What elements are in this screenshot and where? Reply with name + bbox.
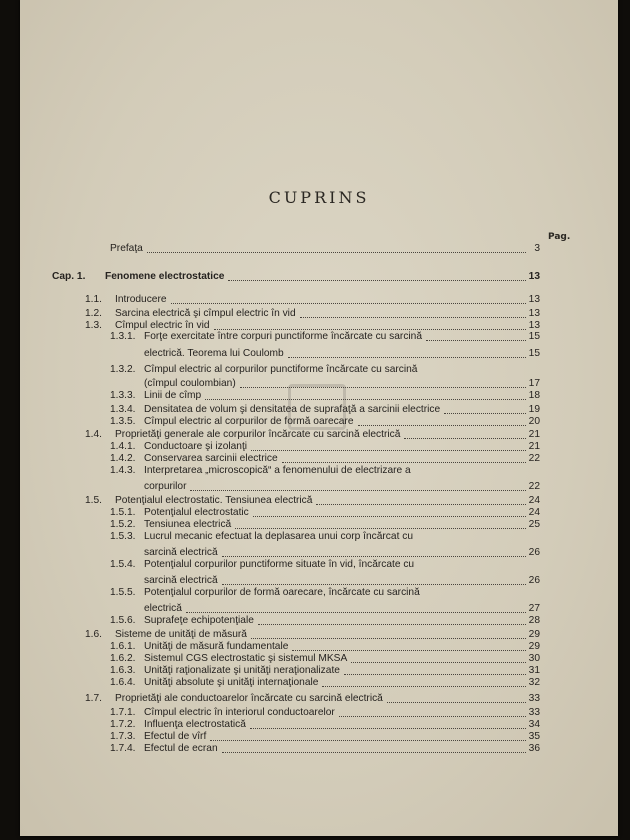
- dot-leader: [251, 638, 526, 639]
- toc-page-number: 21: [528, 441, 540, 452]
- toc-page-number: 29: [528, 641, 540, 652]
- toc-page-number: 27: [528, 603, 540, 614]
- toc-page-number: 3: [534, 243, 540, 254]
- toc-entry-title: Sistemul CGS electrostatic şi sistemul MKSA: [144, 653, 348, 664]
- toc-entry-title: Conductoare şi izolanţi: [144, 441, 248, 452]
- dot-leader: [316, 504, 526, 505]
- toc-entry: [20, 270, 618, 284]
- toc-page-number: 22: [528, 453, 540, 464]
- toc-entry-number: 1.6.3.: [110, 665, 136, 676]
- toc-entry-title: Lucrul mecanic efectuat la deplasarea unui corp încărcat cu: [144, 531, 413, 542]
- toc-entry-number: 1.3.4.: [110, 404, 136, 415]
- dot-leader: [228, 280, 526, 281]
- dot-leader: [282, 462, 526, 463]
- toc-entry-number: 1.4.2.: [110, 453, 136, 464]
- toc-entry-number: Cap. 1.: [52, 271, 86, 282]
- toc-entry-number: 1.5.: [85, 495, 102, 506]
- toc-entry-number: 1.2.: [85, 308, 102, 319]
- toc-entry-number: 1.4.: [85, 429, 102, 440]
- toc-entry-number: 1.3.1.: [110, 331, 136, 342]
- toc-page-number: 33: [528, 693, 540, 704]
- dot-leader: [251, 450, 526, 451]
- toc-entry: [20, 347, 618, 361]
- toc-page-number: 25: [528, 519, 540, 530]
- toc-entry-title: Forţe exercitate între corpuri punctiforme încărcate cu sarcină: [144, 331, 423, 342]
- dot-leader: [253, 516, 526, 517]
- toc-page-number: 15: [528, 331, 540, 342]
- toc-page-number: 35: [528, 731, 540, 742]
- toc-page-number: 24: [528, 495, 540, 506]
- dot-leader: [322, 686, 526, 687]
- toc-entry-title: Potenţialul corpurilor punctiforme situate în vid, încărcate cu: [144, 559, 415, 570]
- toc-entry-number: 1.3.: [85, 320, 102, 331]
- toc-entry-number: 1.4.1.: [110, 441, 136, 452]
- toc-entry-number: 1.7.1.: [110, 707, 136, 718]
- toc-entry-title: Efectul de ecran: [144, 743, 218, 754]
- toc-entry-title: Interpretarea „microscopică“ a fenomenului de electrizare a: [144, 465, 411, 476]
- toc-page-number: 15: [528, 348, 540, 359]
- page-column-header: Pag.: [548, 232, 571, 242]
- toc-entry: [20, 586, 618, 600]
- toc-entry-number: 1.5.3.: [110, 531, 136, 542]
- toc-entry-number: 1.6.: [85, 629, 102, 640]
- toc-entry-number: 1.6.1.: [110, 641, 136, 652]
- toc-entry-title: Unităţi raţionalizate şi unităţi neraţionalizate: [144, 665, 340, 676]
- toc-entry-title: Efectul de vîrf: [144, 731, 207, 742]
- dot-leader: [240, 387, 526, 388]
- toc-entry-number: 1.3.5.: [110, 416, 136, 427]
- toc-entry-title: Introducere: [115, 294, 167, 305]
- toc-entry-number: 1.5.2.: [110, 519, 136, 530]
- toc-entry-number: 1.5.1.: [110, 507, 136, 518]
- toc-page-number: 26: [528, 575, 540, 586]
- toc-entry: [20, 692, 618, 706]
- toc-entry-title: Sisteme de unităţi de măsură: [115, 629, 247, 640]
- toc-entry: [20, 363, 618, 377]
- toc-entry-title: Proprietăţi generale ale corpurilor încărcate cu sarcină electrică: [115, 429, 401, 440]
- dot-leader: [235, 528, 526, 529]
- toc-page-number: 26: [528, 547, 540, 558]
- toc-entry-title: Potenţialul electrostatic. Tensiunea electrică: [115, 495, 313, 506]
- dot-leader: [344, 674, 526, 675]
- toc-entry-title: electrică: [144, 603, 182, 614]
- toc-page-number: 32: [528, 677, 540, 688]
- toc-page-number: 33: [528, 707, 540, 718]
- toc-page-number: 13: [528, 271, 540, 282]
- toc-entry-number: 1.3.3.: [110, 390, 136, 401]
- toc-page-number: 36: [528, 743, 540, 754]
- dot-leader: [339, 716, 526, 717]
- dot-leader: [171, 303, 526, 304]
- toc-entry-title: Unităţi absolute şi unităţi internaţionale: [144, 677, 319, 688]
- toc-page-number: 20: [528, 416, 540, 427]
- toc-entry-title: Conservarea sarcinii electrice: [144, 453, 278, 464]
- toc-entry-number: 1.6.2.: [110, 653, 136, 664]
- dot-leader: [222, 584, 526, 585]
- toc-entry-number: 1.7.4.: [110, 743, 136, 754]
- toc-page-number: 13: [528, 320, 540, 331]
- toc-entry-title: Potenţialul electrostatic: [144, 507, 249, 518]
- toc-page-number: 31: [528, 665, 540, 676]
- toc-entry-title: sarcină electrică: [144, 575, 218, 586]
- toc-entry-title: Densitatea de volum şi densitatea de suprafaţă a sarcinii electrice: [144, 404, 441, 415]
- toc-entry-number: 1.7.2.: [110, 719, 136, 730]
- toc-entry-number: 1.5.6.: [110, 615, 136, 626]
- toc-entry: [20, 242, 618, 256]
- toc-entry: [20, 558, 618, 572]
- toc-page-number: 28: [528, 615, 540, 626]
- toc-entry: [20, 742, 618, 756]
- toc-entry-number: 1.5.4.: [110, 559, 136, 570]
- toc-entry-title: corpurilor: [144, 481, 187, 492]
- book-page: [20, 0, 618, 836]
- toc-entry-title: Cîmpul electric în interiorul conductoarelor: [144, 707, 335, 718]
- toc-entry-title: Influenţa electrostatică: [144, 719, 246, 730]
- toc-entry-title: Fenomene electrostatice: [105, 271, 225, 282]
- toc-entry-number: 1.3.2.: [110, 364, 136, 375]
- toc-entry: [20, 530, 618, 544]
- dot-leader: [190, 490, 526, 491]
- toc-entry: [20, 293, 618, 307]
- page-title: CUPRINS: [268, 188, 370, 207]
- dot-leader: [147, 252, 526, 253]
- toc-entry-title: Potenţialul corpurilor de formă oarecare, încărcate cu sarcină: [144, 587, 420, 598]
- dot-leader: [222, 752, 526, 753]
- toc-page-number: 22: [528, 481, 540, 492]
- dot-leader: [205, 399, 526, 400]
- toc-page-number: 24: [528, 507, 540, 518]
- toc-entry-number: 1.4.3.: [110, 465, 136, 476]
- dot-leader: [186, 612, 526, 613]
- toc-entry-title: Cîmpul electric al corpurilor de formă oarecare: [144, 416, 354, 427]
- toc-entry: [20, 415, 618, 429]
- toc-entry-number: 1.5.5.: [110, 587, 136, 598]
- toc-page-number: 13: [528, 294, 540, 305]
- toc-entry: [20, 389, 618, 403]
- toc-entry-number: 1.7.: [85, 693, 102, 704]
- toc-entry-title: Suprafeţe echipotenţiale: [144, 615, 254, 626]
- dot-leader: [258, 624, 526, 625]
- toc-entry-title: sarcină electrică: [144, 547, 218, 558]
- toc-page-number: 19: [528, 404, 540, 415]
- toc-entry: [20, 676, 618, 690]
- dot-leader: [210, 740, 526, 741]
- toc-entry-number: 1.7.3.: [110, 731, 136, 742]
- dot-leader: [292, 650, 526, 651]
- dot-leader: [250, 728, 526, 729]
- toc-entry: [20, 480, 618, 494]
- toc-page-number: 21: [528, 429, 540, 440]
- toc-entry-title: Sarcina electrică şi cîmpul electric în vid: [115, 308, 296, 319]
- toc-entry-title: Linii de cîmp: [144, 390, 202, 401]
- toc-page-number: 29: [528, 629, 540, 640]
- toc-entry-title: electrică. Teorema lui Coulomb: [144, 348, 284, 359]
- toc-entry-title: Prefaţa: [110, 243, 143, 254]
- toc-entry-title: Tensiunea electrică: [144, 519, 232, 530]
- toc-entry-number: 1.6.4.: [110, 677, 136, 688]
- toc-page-number: 30: [528, 653, 540, 664]
- toc-entry: [20, 614, 618, 628]
- toc-entry-title: Cîmpul electric în vid: [115, 320, 210, 331]
- dot-leader: [222, 556, 526, 557]
- toc-entry-title: Cîmpul electric al corpurilor punctiforme încărcate cu sarcină: [144, 364, 418, 375]
- dot-leader: [300, 317, 526, 318]
- toc-page-number: 13: [528, 308, 540, 319]
- dot-leader: [288, 357, 526, 358]
- toc-page-number: 18: [528, 390, 540, 401]
- toc-page-number: 34: [528, 719, 540, 730]
- toc-entry-number: 1.1.: [85, 294, 102, 305]
- toc-entry: [20, 330, 618, 344]
- toc-entry: [20, 464, 618, 478]
- toc-entry-title: Proprietăţi ale conductoarelor încărcate cu sarcină electrică: [115, 693, 383, 704]
- toc-entry-title: (cîmpul coulombian): [144, 378, 236, 389]
- toc-entry-title: Unităţi de măsură fundamentale: [144, 641, 289, 652]
- toc-page-number: 17: [528, 378, 540, 389]
